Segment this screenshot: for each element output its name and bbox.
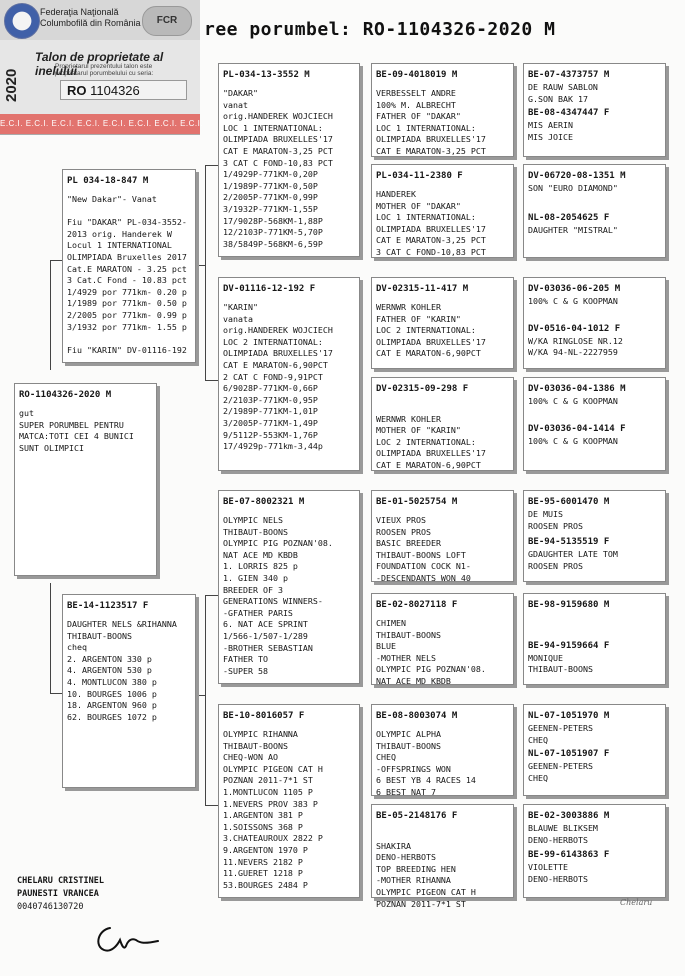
gp-line: 17/4929p-771km-3,44p — [223, 441, 323, 452]
gp-line: 2/2005P-771KM-0,99P — [223, 192, 318, 203]
dam-line: 2. ARGENTON 330 p — [67, 653, 152, 664]
gp-line: 1.SOISSONS 368 P — [223, 821, 303, 832]
gggp-line: VIOLETTE — [528, 862, 568, 873]
sire-line: OLIMPIADA Bruxelles 2017 — [67, 251, 187, 262]
ggp-line: CHIMEN — [376, 618, 406, 628]
gggp-line: CHEQ — [528, 734, 548, 745]
sire-line: 1/1989 por 771km- 0.50 p — [67, 298, 187, 309]
gggp-ring-id: NL-07-1051907 F — [528, 749, 610, 760]
ggp-line: POZNAN 2011-7*1 ST — [376, 898, 466, 909]
gggp-ring-id: DV-06720-08-1351 M — [528, 171, 626, 181]
owner-address: PAUNESTI VRANCEA — [17, 889, 99, 899]
sire-card[interactable] — [62, 169, 196, 363]
granddam-paternal-card[interactable] — [218, 277, 360, 471]
gp-line: 11.NEVERS 2182 P — [223, 856, 303, 867]
sire-line: Locul 1 INTERNATIONAL — [67, 240, 172, 251]
gp-line: 1.NEVERS PROV 383 P — [223, 798, 318, 809]
gp-ring-id: DV-01116-12-192 F — [223, 284, 316, 294]
gggp-ring-id: BE-95-6001470 M — [528, 497, 610, 507]
gggp-line: ROOSEN PROS — [528, 520, 583, 531]
sire-line: 3 Cat.C Fond - 10.83 pct — [67, 275, 187, 286]
gp-line: OLYMPIC RIHANNA — [223, 729, 298, 739]
gggp-ring-id: BE-94-5135519 F — [528, 537, 610, 548]
connector — [205, 595, 206, 695]
gggp-line: DE RAUW SABLON — [528, 82, 598, 92]
gp-line: "KARIN" — [223, 302, 258, 312]
ggp-line: MOTHER OF "KARIN" — [376, 425, 461, 436]
gggp-ring-id: NL-08-2054625 F — [528, 212, 610, 223]
ggp-line: WERNWR KOHLER — [376, 413, 441, 424]
ring-ownership-ticket — [0, 0, 204, 135]
dam-card[interactable] — [62, 594, 196, 788]
gggp-line: GEENEN-PETERS — [528, 723, 593, 733]
gp-ring-id: PL-034-13-3552 M — [223, 70, 310, 80]
connector — [50, 693, 62, 694]
ggp-line: 6 BEST YB 4 RACES 14 — [376, 775, 476, 786]
sire-line — [67, 206, 192, 218]
ggp-line — [376, 402, 510, 414]
gggp-line: DENO-HERBOTS — [528, 834, 588, 845]
ggp-line: FOUNDATION COCK N1- — [376, 561, 471, 572]
ticket-heading: Talon de proprietate al inelului — [35, 50, 164, 78]
gggp-line: ROOSEN PROS — [528, 560, 583, 571]
ring-prefix: RO — [67, 83, 87, 98]
granddam-maternal-card[interactable] — [218, 704, 360, 898]
gp-line: THIBAUT-BOONS — [223, 740, 288, 751]
ggp-card[interactable] — [371, 277, 514, 369]
ggp-ring-id: DV-02315-09-298 F — [376, 384, 469, 394]
connector — [205, 165, 219, 166]
ggp-line: OLIMPIADA BRUXELLES'17 — [376, 448, 486, 459]
ring-number: 1104326 — [90, 83, 140, 98]
gp-line: 3 CAT C FOND-10,83 PCT — [223, 157, 333, 168]
ggp-line: LOC 2 INTERNATIONAL: — [376, 325, 476, 336]
ggp-line: -DESCENDANTS WON 40 — [376, 572, 471, 583]
ggp-line: FATHER OF "KARIN" — [376, 313, 461, 324]
federation-name — [40, 7, 141, 29]
gp-line: vanat — [223, 99, 248, 110]
ggp-line: LOC 1 INTERNATIONAL: — [376, 122, 476, 133]
connector — [205, 265, 206, 380]
ggp-line: -MOTHER RIHANNA — [376, 875, 451, 886]
ggp-line: VIEUX PROS — [376, 515, 426, 525]
gp-line: BREEDER OF 3 — [223, 584, 283, 595]
connector — [205, 805, 219, 806]
sire-line: Fiu "KARIN" DV-01116-192 — [67, 344, 187, 355]
grandsire-paternal-card[interactable] — [218, 63, 360, 257]
gp-ring-id: BE-10-8016057 F — [223, 711, 305, 721]
ggp-line: VERBESSELT ANDRE — [376, 88, 456, 98]
gp-line: OLYMPIC PIGEON CAT H — [223, 763, 323, 774]
gggp-line: MIS JOICE — [528, 131, 573, 142]
gp-line: OLIMPIADA BRUXELLES'17 — [223, 134, 333, 145]
gp-line: 3/1932P-771KM-1,55P — [223, 203, 318, 214]
gggp-ring-id: DV-0516-04-1012 F — [528, 323, 621, 334]
gggp-ring-id: BE-99-6143863 F — [528, 850, 610, 861]
gggp-line: SON "EURO DIAMOND" — [528, 183, 618, 193]
gggp-pair-card[interactable] — [523, 164, 666, 258]
ggp-line: SHAKIRA — [376, 840, 411, 851]
federation-logo-icon — [4, 3, 40, 39]
gp-line: LOC 1 INTERNATIONAL: — [223, 122, 323, 133]
gggp-pair-card[interactable] — [523, 63, 666, 157]
ggp-line: OLYMPIC ALPHA — [376, 729, 441, 739]
gggp-line: MIS AERIN — [528, 120, 573, 131]
gggp-pair-card[interactable] — [523, 593, 666, 685]
ggp-line: CHEQ — [376, 752, 396, 763]
ggp-card[interactable] — [371, 63, 514, 157]
gp-line: POZNAN 2011-7*1 ST — [223, 775, 313, 786]
gggp-line: THIBAUT-BOONS — [528, 664, 593, 675]
ggp-line: LOC 1 INTERNATIONAL: — [376, 212, 476, 223]
ggp-line: BASIC BREEDER — [376, 538, 441, 549]
gp-line: 38/5849P-568KM-6,59P — [223, 238, 323, 249]
handwritten-signature — [92, 916, 162, 958]
gp-line: LOC 2 INTERNATIONAL: — [223, 336, 323, 347]
gp-line: -BROTHER SEBASTIAN — [223, 642, 313, 653]
gggp-pair-card[interactable] — [523, 704, 666, 796]
gggp-line — [528, 612, 662, 624]
ggp-line: OLIMPIADA BRUXELLES'17 — [376, 336, 486, 347]
gggp-ring-id: BE-98-9159680 M — [528, 600, 610, 610]
dam-line: 4. MONTLUCON 380 p — [67, 676, 157, 687]
gp-line: 6/9028P-771KM-0,66P — [223, 383, 318, 394]
subject-line: SUNT OLIMPICI — [19, 442, 84, 453]
connector — [205, 380, 219, 381]
gp-line: 9/5112P-553KM-1,76P — [223, 429, 318, 440]
gp-line: vanata — [223, 313, 253, 324]
gp-line: 9.ARGENTON 1970 P — [223, 844, 308, 855]
gp-line: OLYMPIC PIG POZNAN'08. — [223, 538, 333, 549]
ggp-ring-id: BE-01-5025754 M — [376, 497, 458, 507]
ggp-card[interactable] — [371, 804, 514, 909]
owner-name: CHELARU CRISTINEL — [17, 876, 104, 886]
ggp-card[interactable] — [371, 593, 514, 685]
ggp-line: 6 BEST NAT 7 — [376, 786, 436, 797]
ggp-line: CAT E MARATON-3,25 PCT — [376, 145, 486, 156]
sire-line: "New Dakar"- Vanat — [67, 194, 157, 204]
ggp-card[interactable] — [371, 490, 514, 582]
dam-ring-id: BE-14-1123517 F — [67, 601, 149, 611]
dam-line: THIBAUT-BOONS — [67, 630, 132, 641]
gp-line: 1.MONTLUCON 1105 P — [223, 786, 313, 797]
gp-line: 17/9028P-568KM-1,88P — [223, 215, 323, 226]
ggp-line: CAT E MARATON-6,90PCT — [376, 459, 481, 470]
sire-line: 1/4929 por 771km- 0.20 p — [67, 286, 187, 297]
ggp-line: HANDEREK — [376, 189, 416, 199]
ggp-ring-id: BE-05-2148176 F — [376, 811, 458, 821]
gp-line: CHEQ-WON AO — [223, 752, 278, 763]
ggp-line: THIBAUT-BOONS — [376, 740, 441, 751]
gggp-line: MONIQUE — [528, 652, 563, 663]
ggp-line: BLUE — [376, 641, 396, 652]
gp-line: 1/1989P-771KM-0,50P — [223, 180, 318, 191]
gggp-pair-card[interactable] — [523, 804, 666, 898]
connector — [50, 260, 51, 370]
gggp-line: GEENEN-PETERS — [528, 761, 593, 772]
gggp-ring-id: NL-07-1051970 M — [528, 711, 610, 721]
gggp-line: 100% C & G KOOPMAN — [528, 396, 618, 406]
ticket-year: 2020 — [3, 68, 20, 102]
subject-ring-id: RO-1104326-2020 M — [19, 390, 112, 400]
pedigree-title: ree porumbel: RO-1104326-2020 M — [204, 19, 556, 40]
ggp-line: ROOSEN PROS — [376, 526, 431, 537]
ggp-ring-id: DV-02315-11-417 M — [376, 284, 469, 294]
ggp-line: 100% M. ALBRECHT — [376, 99, 456, 110]
ggp-ring-id: BE-09-4018019 M — [376, 70, 458, 80]
ggp-line: OLYMPIC PIGEON CAT H — [376, 886, 476, 897]
ggp-line: 3 CAT C FOND-10,83 PCT — [376, 246, 486, 257]
sire-line — [67, 333, 192, 345]
ggp-line: OLIMPIADA BRUXELLES'17 — [376, 223, 486, 234]
gggp-ring-id: DV-03036-06-205 M — [528, 284, 621, 294]
small-signature: Chelaru — [620, 898, 653, 907]
ggp-line: -MOTHER NELS — [376, 652, 436, 663]
ticket-sub-line-2: proprietarul porumbelului cu seria: — [55, 70, 154, 77]
gp-line: 1/566-1/507-1/289 — [223, 630, 308, 641]
dam-line: 62. BOURGES 1072 p — [67, 711, 157, 722]
gggp-ring-id: BE-07-4373757 M — [528, 70, 610, 80]
ggp-line: CAT E MARATON-3,25 PCT — [376, 235, 486, 246]
gggp-ring-id: BE-94-9159664 F — [528, 640, 610, 651]
ggp-ring-id: PL-034-11-2380 F — [376, 171, 463, 181]
gggp-pair-card[interactable] — [523, 277, 666, 369]
ggp-line: DENO-HERBOTS — [376, 852, 436, 863]
federation-line-1: Federaţia Naţională — [40, 7, 119, 17]
gp-line: NAT ACE MD KBDB — [223, 549, 298, 560]
gp-line: 11.GUERET 1218 P — [223, 868, 303, 879]
subject-line: gut — [19, 408, 34, 418]
gp-ring-id: BE-07-8002321 M — [223, 497, 305, 507]
ggp-line: OLIMPIADA BRUXELLES'17 — [376, 134, 486, 145]
gggp-ring-id: DV-03036-04-1386 M — [528, 384, 626, 394]
gp-line: 1/4929P-771KM-0,20P — [223, 169, 318, 180]
dam-line: 4. ARGENTON 530 p — [67, 665, 152, 676]
gp-line: THIBAUT-BOONS — [223, 526, 288, 537]
federation-line-2: Columbofilă din România — [40, 18, 141, 28]
gggp-line: 100% C & G KOOPMAN — [528, 435, 618, 446]
ggp-line: WERNWR KOHLER — [376, 302, 441, 312]
gggp-line: G.SON BAK 17 — [528, 93, 588, 104]
ggp-line: THIBAUT-BOONS — [376, 629, 441, 640]
gggp-line: W/KA RINGLOSE NR.12 — [528, 335, 623, 346]
gp-line: 1. GIEN 340 p — [223, 572, 288, 583]
gp-line: 2/2103P-771KM-0,95P — [223, 394, 318, 405]
dam-line: cheq — [67, 642, 87, 653]
subject-line: SUPER PORUMBEL PENTRU — [19, 419, 124, 430]
dam-line: DAUGHTER NELS &RIHANNA — [67, 619, 177, 629]
fcr-emblem-icon: FCR — [142, 6, 192, 36]
ggp-line: CAT E MARATON-6,90PCT — [376, 348, 481, 359]
gp-line: 3/2005P-771KM-1,49P — [223, 417, 318, 428]
connector — [50, 583, 51, 693]
ggp-line: -OFFSPRINGS WON — [376, 763, 451, 774]
connector — [50, 260, 62, 261]
owner-info — [17, 875, 104, 914]
gp-line: 3.CHATEAUROUX 2822 P — [223, 833, 323, 844]
ggp-line: MOTHER OF "DAKAR" — [376, 200, 461, 211]
ggp-line: LOC 2 INTERNATIONAL: — [376, 436, 476, 447]
owner-phone: 0040746130720 — [17, 902, 84, 912]
ggp-ring-id: BE-08-8003074 M — [376, 711, 458, 721]
ring-number-field — [60, 80, 187, 100]
gp-line: CAT E MARATON-6,90PCT — [223, 359, 328, 370]
gggp-ring-id: BE-08-4347447 F — [528, 108, 610, 119]
gp-line: 1.ARGENTON 381 P — [223, 810, 303, 821]
ggp-line: OLYMPIC PIG POZNAN'08. — [376, 664, 486, 675]
gp-line: -SUPER 58 — [223, 665, 268, 676]
sire-line: 2/2005 por 771km- 0.99 p — [67, 309, 187, 320]
sire-line: Cat.E MARATON - 3.25 pct — [67, 263, 187, 274]
grandsire-maternal-card[interactable] — [218, 490, 360, 684]
ggp-line — [376, 829, 510, 841]
ggp-line: TOP BREEDING HEN — [376, 863, 456, 874]
ticket-strip: E.C.I. E.C.I. E.C.I. E.C.I. E.C.I. E.C.I. E.C.I. E.C.I. — [0, 114, 200, 134]
gggp-pair-card[interactable] — [523, 377, 666, 471]
ggp-card[interactable] — [371, 164, 514, 258]
connector — [205, 595, 219, 596]
gp-line: "DAKAR" — [223, 88, 258, 98]
connector — [205, 165, 206, 265]
gggp-line: 100% C & G KOOPMAN — [528, 296, 618, 306]
sire-line: 2013 orig. Handerek W — [67, 228, 172, 239]
gp-line: 2/1989P-771KM-1,01P — [223, 406, 318, 417]
gggp-ring-id: DV-03036-04-1414 F — [528, 423, 626, 434]
gggp-line: DAUGHTER "MISTRAL" — [528, 224, 618, 235]
gp-line: CAT E MARATON-3,25 PCT — [223, 145, 333, 156]
gggp-line: CHEQ — [528, 772, 548, 783]
gp-line: OLYMPIC NELS — [223, 515, 283, 525]
gp-line: 12/2103P-771KM-5,70P — [223, 227, 323, 238]
gp-line: OLIMPIADA BRUXELLES'17 — [223, 348, 333, 359]
ggp-line: NAT ACE MD KBDB — [376, 675, 451, 686]
gp-line: FATHER TO — [223, 654, 268, 665]
gggp-line: DENO-HERBOTS — [528, 873, 588, 884]
gggp-pair-card[interactable] — [523, 490, 666, 582]
gggp-ring-id: BE-02-3003886 M — [528, 811, 610, 821]
subject-line: MATCA:TOTI CEI 4 BUNICI — [19, 431, 134, 442]
sire-line: 3/1932 por 771km- 1.55 p — [67, 321, 187, 332]
ggp-card[interactable] — [371, 377, 514, 471]
gp-line: orig.HANDEREK WOJCIECH — [223, 111, 333, 122]
gp-line: orig.HANDEREK WOJCIECH — [223, 325, 333, 336]
gp-line: 1. LORRIS 825 p — [223, 561, 298, 572]
ticket-subtext — [55, 63, 153, 77]
gp-line: 6. NAT ACE SPRINT — [223, 619, 308, 630]
gp-line: 53.BOURGES 2484 P — [223, 879, 308, 890]
ggp-line: THIBAUT-BOONS LOFT — [376, 549, 466, 560]
ggp-card[interactable] — [371, 704, 514, 796]
ggp-ring-id: BE-02-8027118 F — [376, 600, 458, 610]
gp-line: -GFATHER PARIS — [223, 607, 293, 618]
ticket-sub-line-1: Proprietarul prezentului talon este — [55, 63, 153, 70]
connector — [205, 695, 206, 805]
ggp-line: FATHER OF "DAKAR" — [376, 111, 461, 122]
subject-pigeon-card[interactable] — [14, 383, 157, 576]
dam-line: 18. ARGENTON 960 p — [67, 700, 157, 711]
dam-line: 10. BOURGES 1006 p — [67, 688, 157, 699]
sire-line: Fiu "DAKAR" PL-034-3552- — [67, 217, 187, 228]
gp-line: 2 CAT C FOND-9,91PCT — [223, 371, 323, 382]
gggp-line: W/KA 94-NL-2227959 — [528, 347, 618, 358]
gggp-line: BLAUWE BLIKSEM — [528, 823, 598, 833]
gggp-line: DE MUIS — [528, 509, 563, 519]
sire-ring-id: PL 034-18-847 M — [67, 176, 149, 186]
gp-line: GENERATIONS WINNERS- — [223, 596, 323, 607]
gggp-line: GDAUGHTER LATE TOM — [528, 549, 618, 560]
